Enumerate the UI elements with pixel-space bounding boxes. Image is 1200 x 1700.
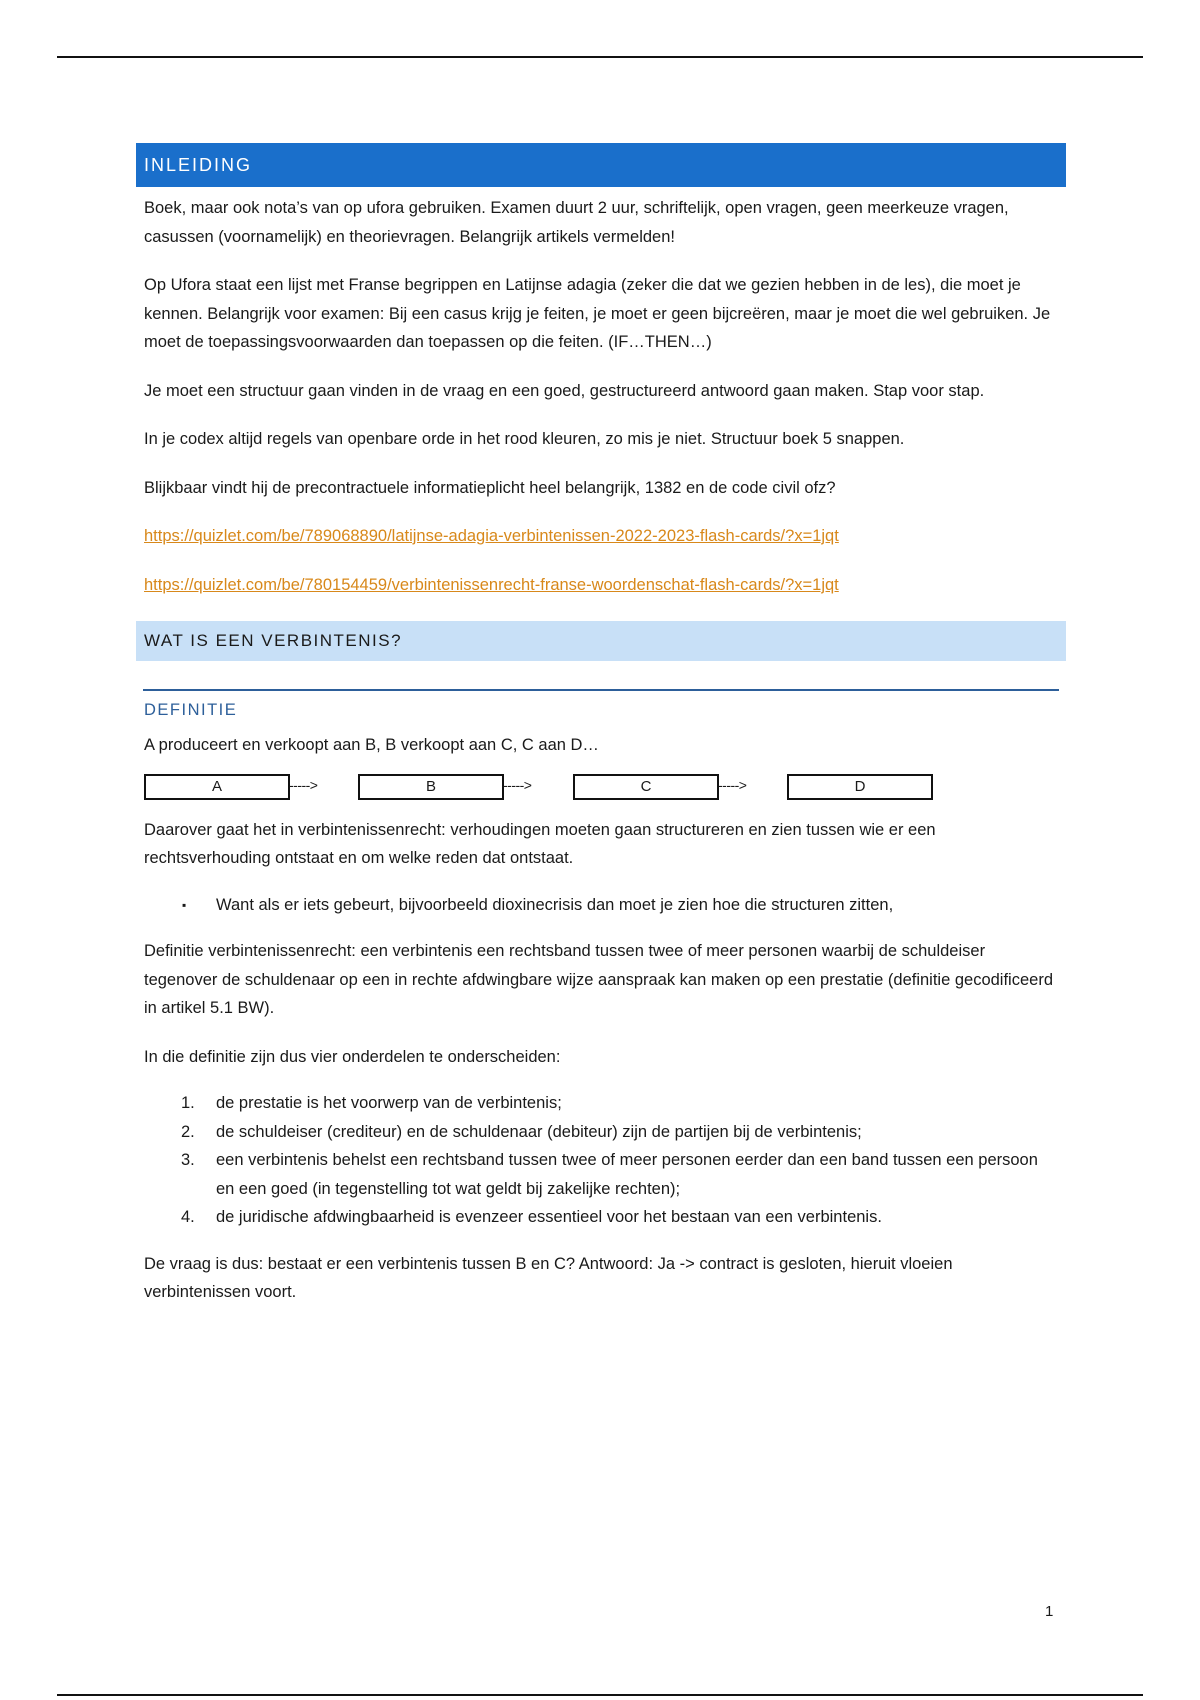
list-item-text: Want als er iets gebeurt, bijvoorbeeld dioxinecrisis dan moet je zien hoe die structuren zitten, — [216, 895, 894, 914]
footer-rule — [57, 1694, 1143, 1696]
paragraph: Definitie verbintenissenrecht: een verbintenis een rechtsband tussen twee of meer personen waarbij de schuldeiser tegenover de schuldenaar op een in rechte afdwingbare wijze aanspraak kan maken op een prestatie (definitie gecodificeerd in artikel 5.1 BW). — [144, 942, 1053, 1017]
subheading-definitie: DEFINITIE — [144, 701, 238, 719]
list-number: 1. — [181, 1094, 195, 1112]
link-text[interactable]: https://quizlet.com/be/780154459/verbintenissenrecht-franse-woordenschat-flash-cards/?x=1jqt — [144, 575, 839, 594]
section-heading-verbintenis: WAT IS EEN VERBINTENIS? — [136, 621, 1066, 661]
list-item — [136, 1146, 1066, 1203]
chain-diagram — [144, 774, 1066, 802]
diagram-box-a: A — [144, 774, 290, 800]
list-item-text: de juridische afdwingbaarheid is evenzeer essentieel voor het bestaan van een verbintenis. — [216, 1208, 882, 1226]
list-number: 4. — [181, 1208, 195, 1226]
list-item — [136, 891, 1066, 920]
list-item — [136, 1118, 1066, 1147]
diagram-box-b: B — [358, 774, 504, 800]
section-heading-inleiding: INLEIDING — [136, 143, 1066, 187]
paragraph: Boek, maar ook nota’s van op ufora gebruiken. Examen duurt 2 uur, schriftelijk, open vragen, geen meerkeuze vragen, casussen (voornamelijk) en theorievragen. Belangrijk artikels vermelden! — [144, 199, 1009, 246]
page-number: 1 — [1045, 1603, 1054, 1620]
list-item — [136, 1203, 1066, 1232]
quizlet-link-latijnse-adagia[interactable] — [144, 522, 1058, 551]
link-text[interactable]: https://quizlet.com/be/789068890/latijnse-adagia-verbintenissen-2022-2023-flash-cards/?x=1jqt — [144, 527, 839, 545]
bullet-icon: ▪ — [182, 897, 187, 912]
list-number: 3. — [181, 1151, 195, 1169]
paragraph: Je moet een structuur gaan vinden in de vraag en een goed, gestructureerd antwoord gaan maken. Stap voor stap. — [144, 381, 985, 400]
page-content — [136, 143, 1066, 1307]
bullet-list — [136, 891, 1066, 920]
paragraph: Blijkbaar vindt hij de precontractuele informatieplicht heel belangrijk, 1382 en de code civil ofz? — [144, 478, 836, 497]
subheading-block — [143, 689, 1059, 723]
paragraph: Daarover gaat het in verbintenissenrecht: verhoudingen moeten gaan structureren en zien tussen wie er een rechtsverhouding ontstaat en om welke reden dat ontstaat. — [144, 820, 936, 867]
list-number: 2. — [181, 1122, 195, 1141]
paragraph: In die definitie zijn dus vier onderdelen te onderscheiden: — [144, 1047, 561, 1066]
numbered-list — [136, 1089, 1066, 1232]
diagram-box-d: D — [787, 774, 933, 800]
paragraph: Op Ufora staat een lijst met Franse begrippen en Latijnse adagia (zeker die dat we gezien hebben in de les), die moet je kennen. Belangrijk voor examen: Bij een casus krijg je feiten, je moet er geen bijcreëren, maar je moet die wel gebruiken. Je moet de toepassingsvoorwaarden dan toepassen op die feiten. (IF…THEN…) — [144, 276, 1051, 351]
diagram-arrow: -----> — [718, 776, 747, 793]
quizlet-link-franse-woordenschat[interactable] — [144, 571, 1058, 600]
paragraph: A produceert en verkoopt aan B, B verkoopt aan C, C aan D… — [144, 736, 599, 754]
diagram-arrow: -----> — [289, 776, 318, 793]
list-item — [136, 1089, 1066, 1118]
diagram-box-c: C — [573, 774, 719, 800]
header-rule — [57, 56, 1143, 58]
list-item-text: een verbintenis behelst een rechtsband tussen twee of meer personen eerder dan een band tussen een persoon en een goed (in tegenstelling tot wat geldt bij zakelijke rechten); — [216, 1151, 1038, 1198]
list-item-text: de prestatie is het voorwerp van de verbintenis; — [216, 1094, 562, 1112]
diagram-arrow: -----> — [503, 776, 532, 793]
list-item-text: de schuldeiser (crediteur) en de schuldenaar (debiteur) zijn de partijen bij de verbintenis; — [216, 1122, 862, 1141]
paragraph: In je codex altijd regels van openbare orde in het rood kleuren, zo mis je niet. Structuur boek 5 snappen. — [144, 430, 905, 448]
paragraph: De vraag is dus: bestaat er een verbintenis tussen B en C? Antwoord: Ja -> contract is gesloten, hieruit vloeien verbintenissen voort. — [144, 1254, 953, 1301]
